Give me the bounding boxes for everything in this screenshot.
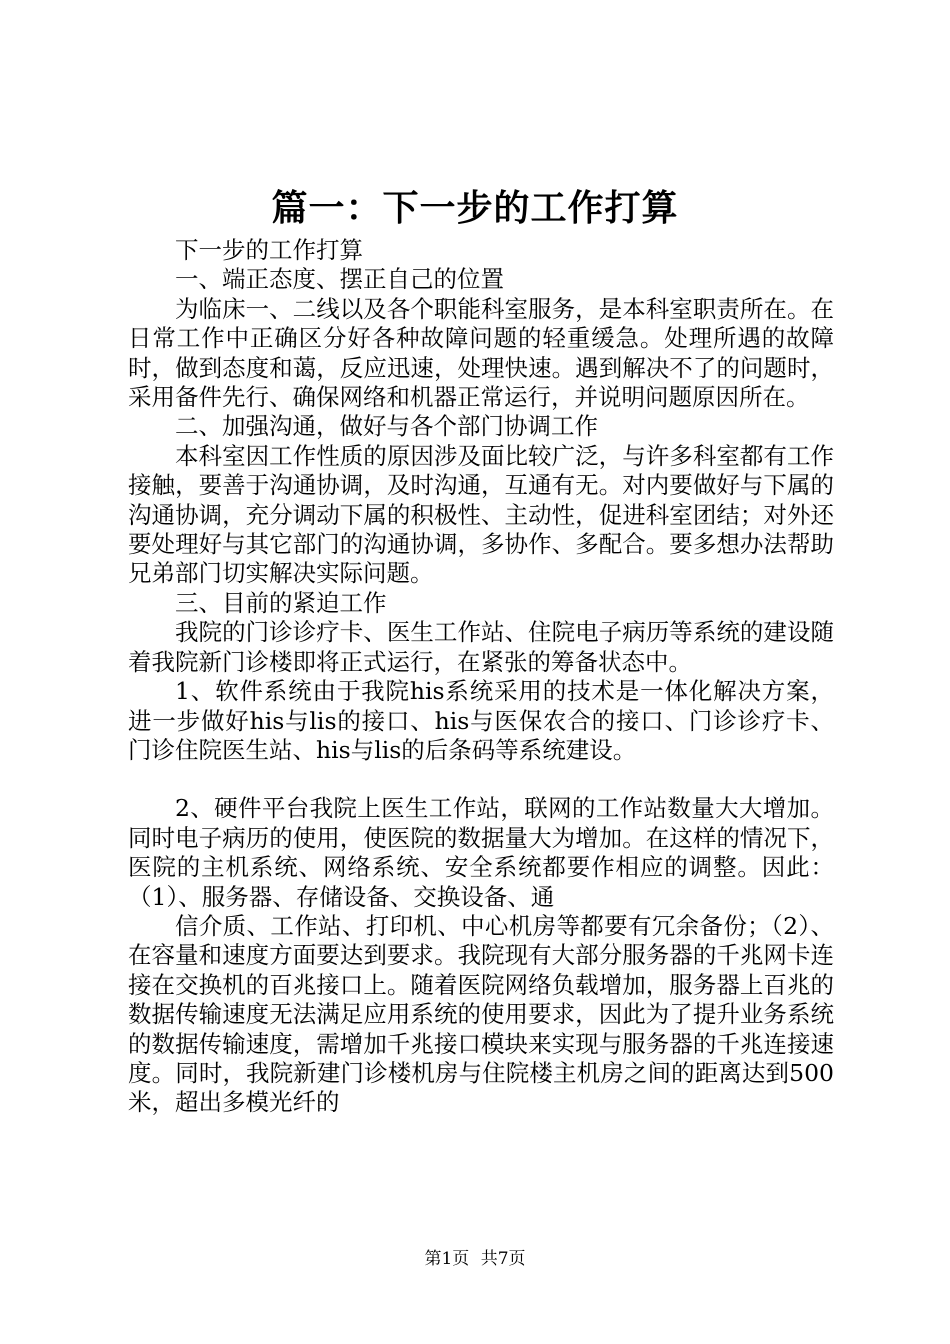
paragraph-subtitle: 下一步的工作打算 (175, 236, 363, 264)
paragraph: 本科室因工作性质的原因涉及面比较广泛，与许多科室都有工作接触，要善于沟通协调，及时沟通，互通有无。对内要做好与下属的沟通协调，充分调动下属的积极性、主动性，促进科室团结；对外还要处理好与其它部门的沟通协调，多协作、多配合。要多想办法帮助兄弟部门切实解决实际问题。 (128, 441, 834, 588)
section-heading-1: 一、端正态度、摆正自己的位置 (175, 265, 504, 294)
paragraph: 信介质、工作站、打印机、中心机房等都要有冗余备份；（2）、在容量和速度方面要达到要求。我院现有大部分服务器的千兆网卡连接在交换机的百兆接口上。随着医院网络负载增加，服务器上百兆的数据传输速度无法满足应用系统的使用要求，因此为了提升业务系统的数据传输速度，需增加千兆接口模块来实现与服务器的千兆连接速度。同时，我院新建门诊楼机房与住院楼主机房之间的距离达到500米，超出多模光纤的 (128, 911, 834, 1117)
paragraph: 2、硬件平台我院上医生工作站，联网的工作站数量大大增加。同时电子病历的使用，使医院的数据量大为增加。在这样的情况下，医院的主机系统、网络系统、安全系统都要作相应的调整。因此：（1）、服务器、存储设备、交换设备、通 (128, 794, 834, 911)
paragraph: 为临床一、二线以及各个职能科室服务，是本科室职责所在。在日常工作中正确区分好各种故障问题的轻重缓急。处理所遇的故障时，做到态度和蔼，反应迅速，处理快速。遇到解决不了的问题时，采用备件先行、确保网络和机器正常运行，并说明问题原因所在。 (128, 294, 834, 412)
page-total: 共7页 (480, 1249, 526, 1269)
document-title: 篇一：下一步的工作打算 (271, 187, 679, 229)
paragraph: 我院的门诊诊疗卡、医生工作站、住院电子病历等系统的建设随着我院新门诊楼即将正式运行，在紧张的筹备状态中。 (128, 618, 834, 676)
document-body (128, 236, 834, 1118)
section-heading-3: 三、目前的紧迫工作 (175, 588, 387, 617)
page-number: 第1页 (424, 1249, 470, 1269)
page-footer (0, 1244, 950, 1269)
section-heading-2: 二、加强沟通，做好与各个部门协调工作 (175, 412, 598, 441)
paragraph: 1、软件系统由于我院his系统采用的技术是一体化解决方案，进一步做好his与lis的接口、his与医保农合的接口、门诊诊疗卡、门诊住院医生站、his与lis的后条码等系统建设。 (128, 677, 834, 764)
